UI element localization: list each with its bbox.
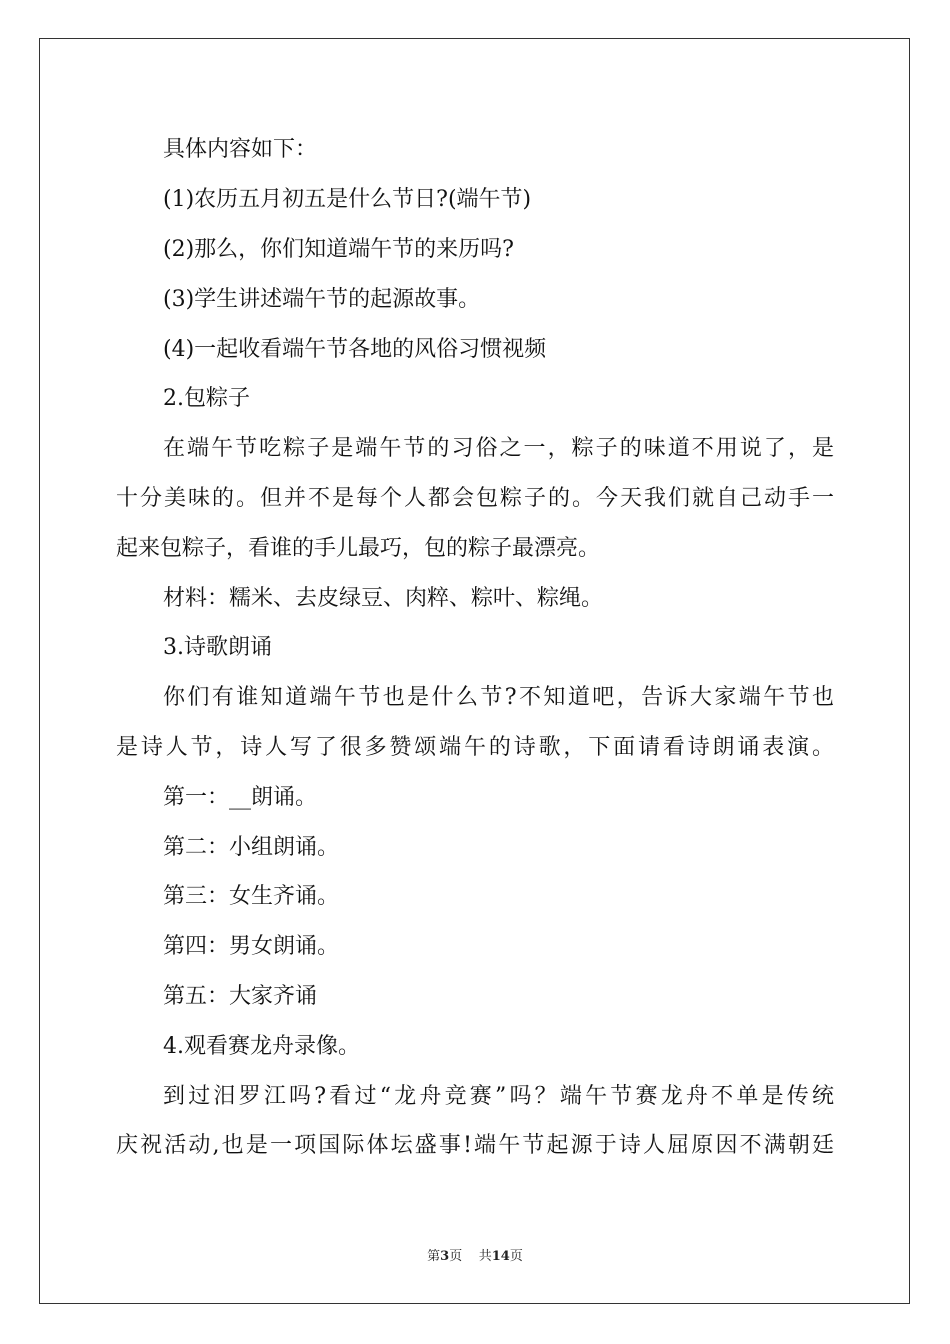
paragraph-line: 庆祝活动,也是一项国际体坛盛事!端午节起源于诗人屈原因不满朝廷 [116, 1133, 834, 1158]
total-prefix: 共 [478, 1249, 492, 1264]
page-prefix: 第 [427, 1249, 441, 1264]
paragraph-line: 到过汨罗江吗?看过“龙舟竞赛”吗？端午节赛龙舟不单是传统 [163, 1084, 834, 1109]
list-item: 第一：__朗诵。 [163, 785, 318, 810]
section-heading: 3.诗歌朗诵 [163, 635, 272, 660]
paragraph-line: 在端午节吃粽子是端午节的习俗之一，粽子的味道不用说了，是 [163, 436, 834, 461]
paragraph-line: 具体内容如下： [163, 137, 318, 162]
page-footer [0, 1245, 950, 1264]
list-item: 第三：女生齐诵。 [163, 884, 340, 909]
total-pages: 14 [491, 1249, 510, 1264]
paragraph-line: 十分美味的。但并不是每个人都会包粽子的。今天我们就自己动手一 [116, 486, 834, 511]
list-item: 第二：小组朗诵。 [163, 835, 340, 860]
paragraph-line: 起来包粽子，看谁的手儿最巧，包的粽子最漂亮。 [116, 536, 601, 561]
paragraph-line: 你们有谁知道端午节也是什么节?不知道吧，告诉大家端午节也 [163, 685, 834, 710]
paragraph-line: (1)农历五月初五是什么节日?(端午节) [163, 187, 532, 212]
paragraph-line: (2)那么，你们知道端午节的来历吗? [163, 237, 514, 262]
section-heading: 2.包粽子 [163, 386, 250, 411]
paragraph-line: 是诗人节，诗人写了很多赞颂端午的诗歌，下面请看诗朗诵表演。 [116, 735, 834, 760]
total-suffix: 页 [509, 1249, 523, 1264]
page-border [39, 38, 910, 1304]
list-item: 第五：大家齐诵 [163, 984, 318, 1009]
paragraph-line: 材料：糯米、去皮绿豆、肉粹、粽叶、粽绳。 [163, 586, 604, 611]
page-suffix: 页 [449, 1249, 463, 1264]
page-number: 3 [440, 1249, 450, 1264]
list-item: 第四：男女朗诵。 [163, 934, 340, 959]
paragraph-line: (4)一起收看端午节各地的风俗习惯视频 [163, 337, 547, 362]
paragraph-line: (3)学生讲述端午节的起源故事。 [163, 287, 481, 312]
section-heading: 4.观看赛龙舟录像。 [163, 1034, 360, 1059]
